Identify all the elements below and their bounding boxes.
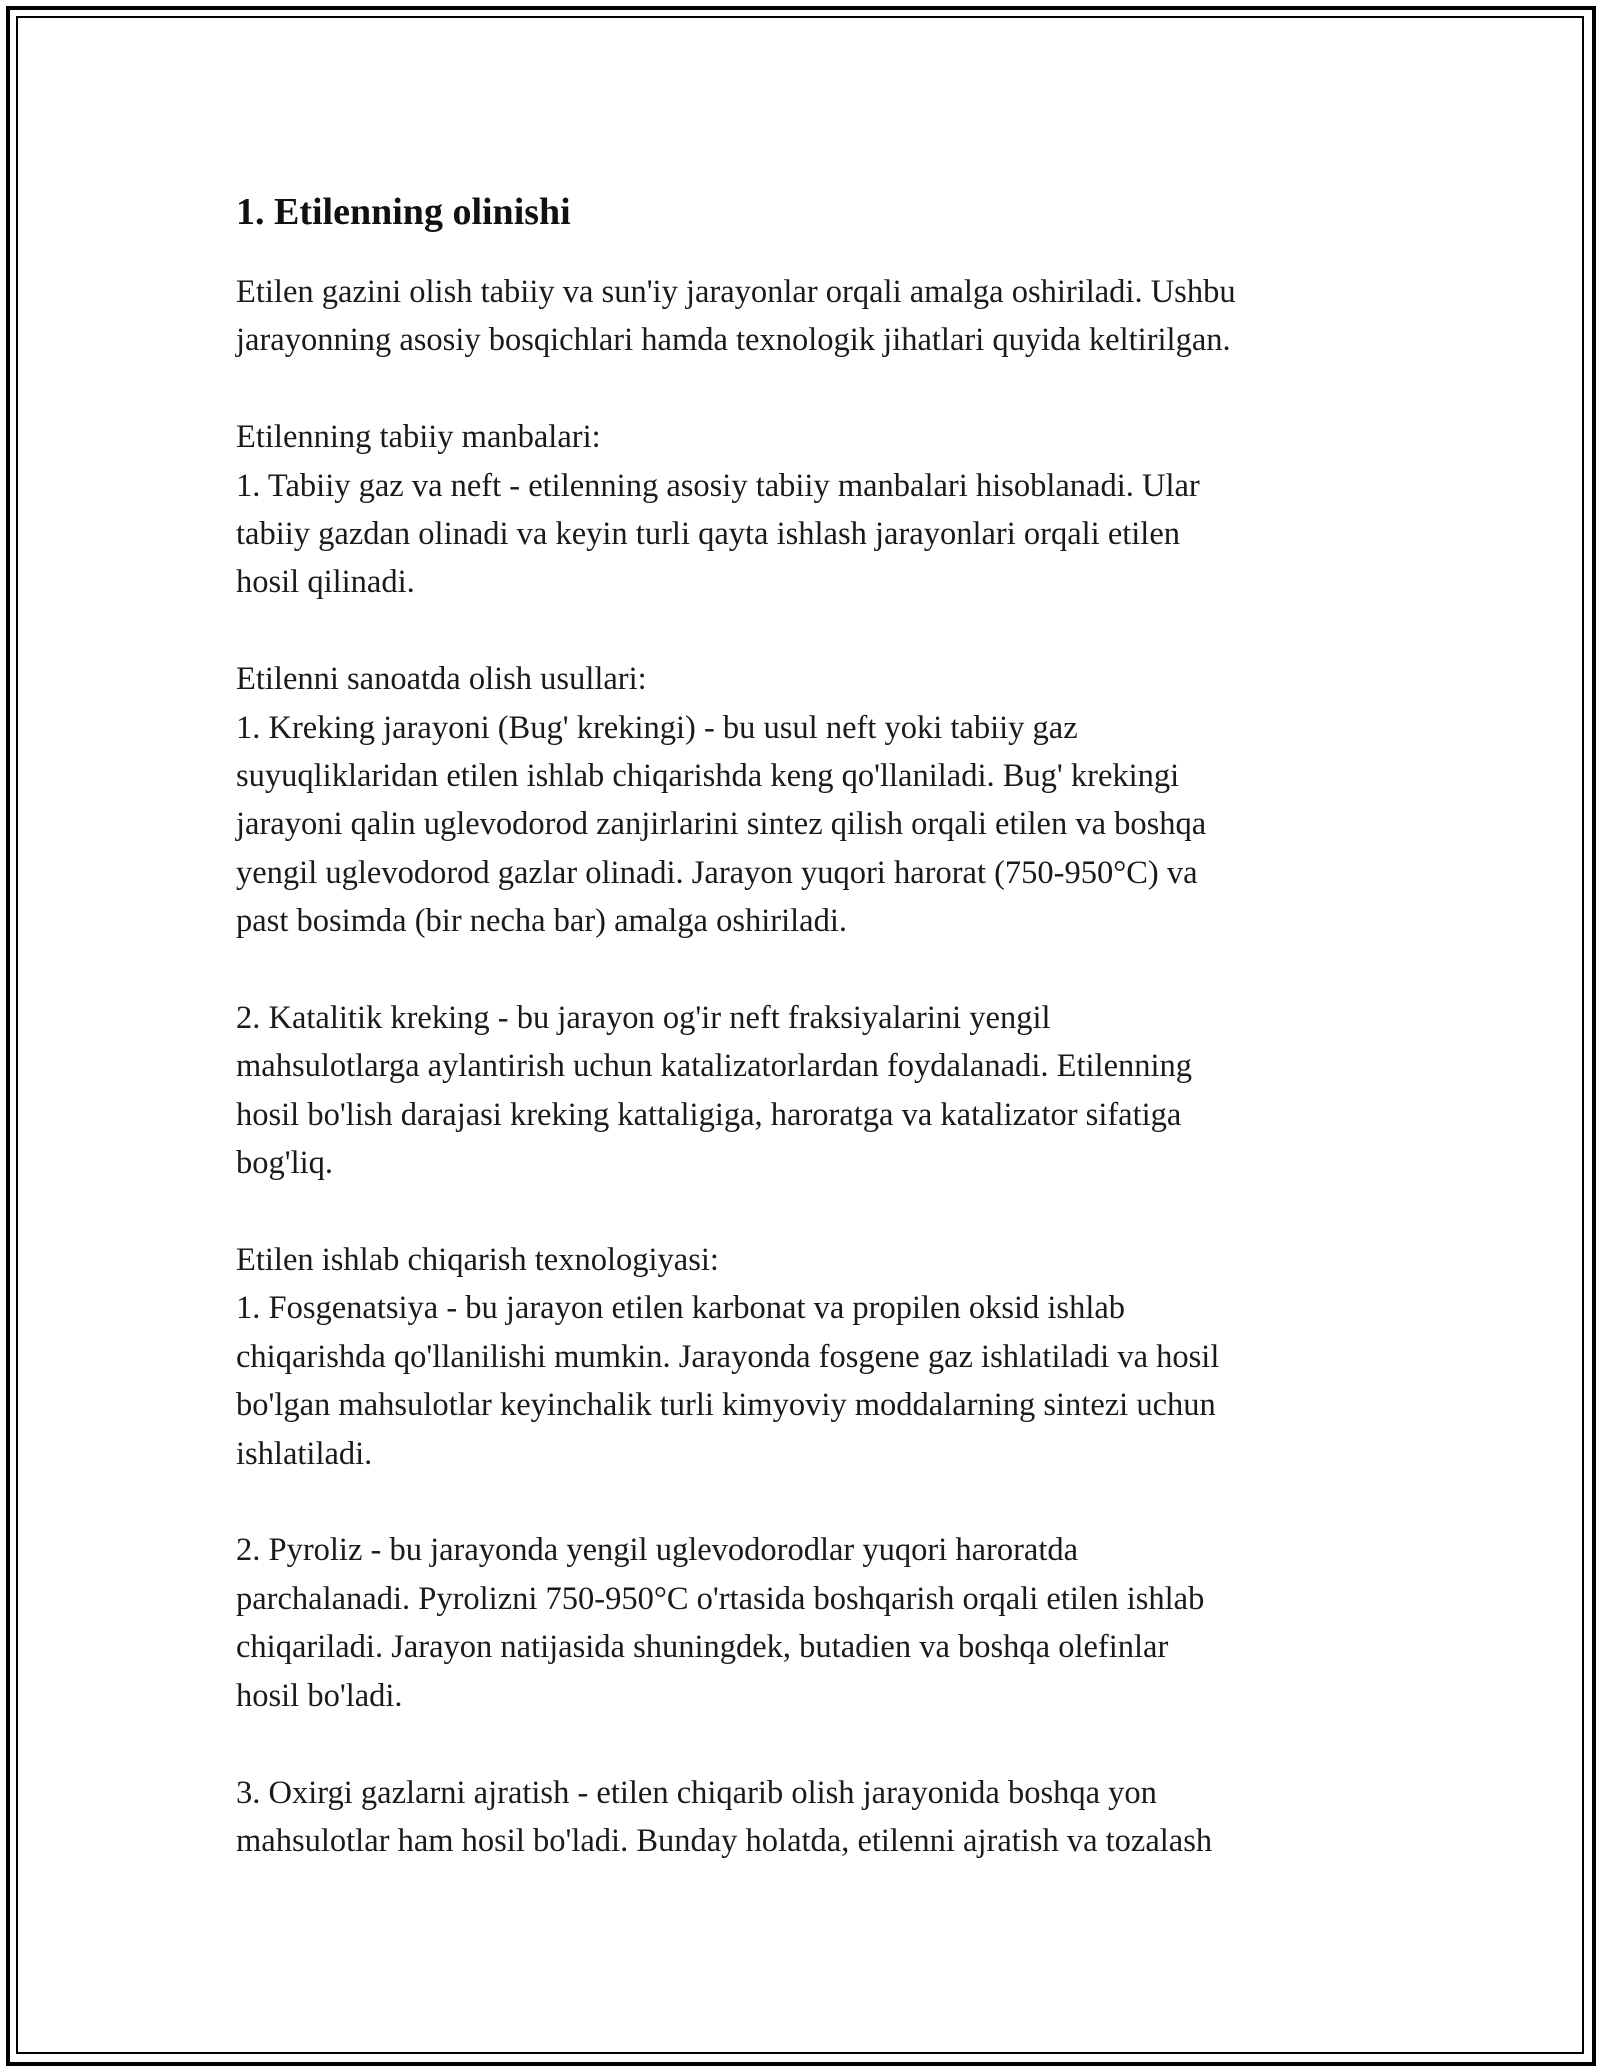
paragraph (236, 413, 1396, 607)
text-line: 3. Oxirgi gazlarni ajratish - etilen chiqarib olish jarayonida boshqa yon (236, 1774, 1157, 1811)
text-line: tabiiy gazdan olinadi va keyin turli qayta ishlash jarayonlari orqali etilen (236, 516, 1181, 553)
text-line: hosil bo'ladi. (236, 1677, 403, 1714)
text-line: 1. Kreking jarayoni (Bug' krekingi) - bu usul neft yoki tabiiy gaz (236, 709, 1078, 746)
text-line: Etilenning tabiiy manbalari: (236, 419, 601, 456)
text-line: jarayoni qalin uglevodorod zanjirlarini sintez qilish orqali etilen va boshqa (236, 806, 1207, 843)
paragraph (236, 268, 1396, 365)
text-line: chiqariladi. Jarayon natijasida shuningdek, butadien va boshqa olefinlar (236, 1629, 1169, 1666)
text-line: jarayonning asosiy bosqichlari hamda texnologik jihatlari quyida keltirilgan. (236, 322, 1231, 359)
paragraph-list (236, 268, 1396, 1865)
text-line: chiqarishda qo'llanilishi mumkin. Jarayonda fosgene gaz ishlatiladi va hosil (236, 1338, 1220, 1375)
text-line: past bosimda (bir necha bar) amalga oshiriladi. (236, 903, 847, 940)
paragraph (236, 994, 1396, 1188)
text-line: bo'lgan mahsulotlar keyinchalik turli kimyoviy moddalarning sintezi uchun (236, 1387, 1216, 1424)
text-line: hosil bo'lish darajasi kreking kattaligiga, haroratga va katalizator sifatiga (236, 1096, 1182, 1133)
paragraph (236, 1526, 1396, 1720)
text-line: parchalanadi. Pyrolizni 750-950°C o'rtasida boshqarish orqali etilen ishlab (236, 1580, 1205, 1617)
text-line: 2. Katalitik kreking - bu jarayon og'ir neft fraksiyalarini yengil (236, 1000, 1051, 1037)
paragraph (236, 1236, 1396, 1478)
paragraph (236, 1769, 1396, 1866)
text-line: Etilenni sanoatda olish usullari: (236, 661, 647, 698)
text-line: mahsulotlarga aylantirish uchun katalizatorlardan foydalanadi. Etilenning (236, 1048, 1193, 1085)
paragraph (236, 655, 1396, 945)
text-line: hosil qilinadi. (236, 564, 415, 601)
text-line: mahsulotlar ham hosil bo'ladi. Bunday holatda, etilenni ajratish va tozalash (236, 1822, 1213, 1859)
text-line: 2. Pyroliz - bu jarayonda yengil uglevodorodlar yuqori haroratda (236, 1532, 1079, 1569)
text-line: bog'liq. (236, 1145, 334, 1182)
document-body (236, 186, 1396, 1914)
text-line: 1. Fosgenatsiya - bu jarayon etilen karbonat va propilen oksid ishlab (236, 1290, 1126, 1327)
text-line: ishlatiladi. (236, 1435, 373, 1472)
text-line: 1. Tabiiy gaz va neft - etilenning asosiy tabiiy manbalari hisoblanadi. Ular (236, 467, 1200, 504)
text-line: yengil uglevodorod gazlar olinadi. Jarayon yuqori harorat (750-950°C) va (236, 854, 1198, 891)
text-line: suyuqliklaridan etilen ishlab chiqarishda keng qo'llaniladi. Bug' krekingi (236, 758, 1180, 795)
text-line: Etilen gazini olish tabiiy va sun'iy jarayonlar orqali amalga oshiriladi. Ushbu (236, 274, 1236, 310)
section-heading: 1. Etilenning olinishi (236, 191, 571, 233)
text-line: Etilen ishlab chiqarish texnologiyasi: (236, 1242, 719, 1279)
